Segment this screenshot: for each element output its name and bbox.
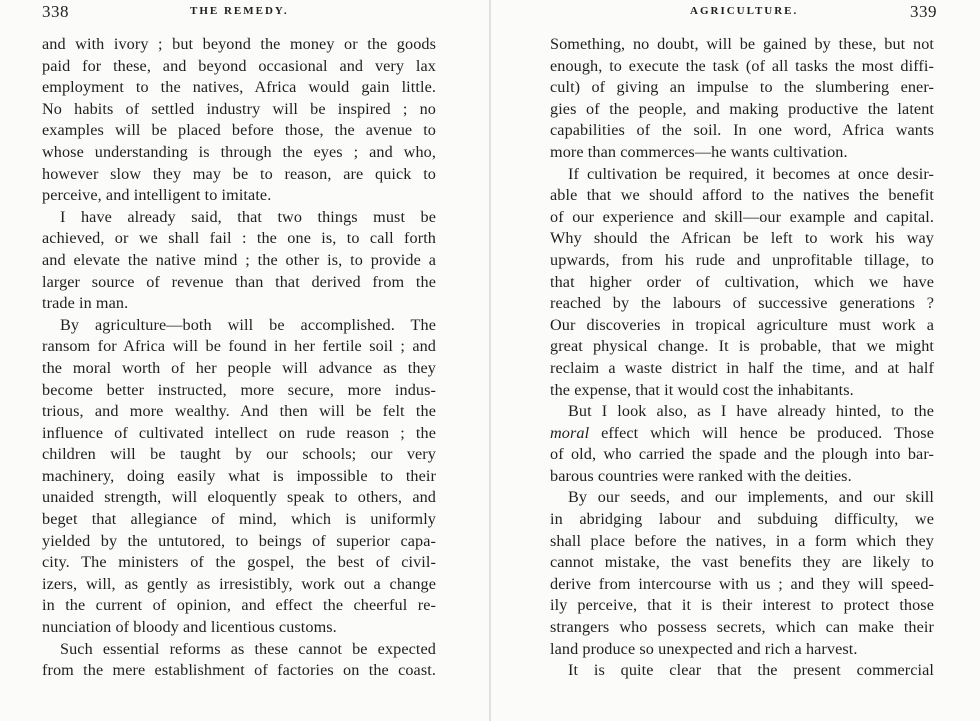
- text-line: cannot mistake, the vast benefits they are likely to: [550, 553, 934, 572]
- italic-word: moral: [550, 423, 590, 442]
- text-line: beget that allegiance of mind, which is uniformly: [42, 510, 436, 529]
- text-line: Our discoveries in tropical agriculture must work a: [550, 315, 934, 334]
- running-head-right: AGRICULTURE.: [690, 5, 799, 17]
- right-page: [490, 0, 980, 721]
- text-line: If cultivation be required, it becomes at once desir-: [568, 164, 934, 183]
- text-line: Why should the African be left to work his way: [550, 229, 934, 248]
- text-line: But I look also, as I have already hinted, to the: [568, 402, 934, 421]
- text-line: whose understanding is through the eyes ; and who,: [42, 142, 436, 161]
- text-line: trade in man.: [42, 294, 129, 313]
- text-line: ransom for Africa will be found in her fertile soil ; and: [42, 337, 436, 356]
- text-line: and elevate the native mind ; the other is, to provide a: [42, 250, 436, 269]
- text-line: of our experience and skill—our example and capital.: [550, 207, 934, 226]
- running-head-left: THE REMEDY.: [190, 5, 289, 17]
- left-page-body: [42, 34, 436, 682]
- text-line: larger source of revenue than that derived from the: [42, 272, 436, 291]
- text-line: strangers who possess secrets, which can make their: [550, 618, 934, 637]
- page-number-left: 338: [42, 2, 69, 21]
- text-line: cult) of giving an impulse to the slumbering ener-: [550, 78, 934, 97]
- text-line: unaided strength, will eloquently speak to others, and: [42, 488, 436, 507]
- text-line: perceive, and intelligent to imitate.: [42, 186, 272, 205]
- text-line: from the mere establishment of factories on the coast.: [42, 661, 436, 680]
- text-line: the moral worth of her people will advance as they: [42, 358, 436, 377]
- text-line: By our seeds, and our implements, and our skill: [568, 488, 934, 507]
- page-number-right: 339: [910, 2, 937, 21]
- text-line: Such essential reforms as these cannot be expected: [60, 639, 436, 658]
- right-page-body: [550, 34, 934, 682]
- text-line: children will be taught by our schools; our very: [42, 445, 436, 464]
- text-line: capabilities of the soil. In one word, Africa wants: [550, 121, 934, 140]
- text-line: It is quite clear that the present commercial: [568, 661, 934, 680]
- text-line: employment to the natives, Africa would gain little.: [42, 78, 436, 97]
- text-line: izers, will, as gently as irresistibly, work out a change: [42, 574, 436, 593]
- text-line: machinery, doing easily what is impossible to their: [42, 466, 436, 485]
- text-line: I have already said, that two things must be: [60, 207, 436, 226]
- text-line: and with ivory ; but beyond the money or the goods: [42, 35, 436, 53]
- text-line: however slow they may be to reason, are quick to: [42, 164, 436, 183]
- text-line: nunciation of bloody and licentious customs.: [42, 618, 337, 637]
- text-line: ily perceive, that it is their interest to protect those: [550, 596, 934, 615]
- text-line: No habits of settled industry will be inspired ; no: [42, 99, 436, 118]
- text-line: shall place before the natives, in a form which they: [550, 531, 934, 550]
- text-line: reclaim a waste district in half the time, and at half: [550, 358, 934, 377]
- text-line: barous countries were ranked with the deities.: [550, 466, 852, 485]
- text-line: become better instructed, more secure, more indus-: [42, 380, 436, 399]
- text-line: in the current of opinion, and effect the cheerful re-: [42, 596, 436, 615]
- text-line: land produce so unexpected and rich a harvest.: [550, 639, 858, 658]
- text-line: the expense, that it would cost the inhabitants.: [550, 380, 854, 399]
- text-line: derive from intercourse with us ; and they will speed-: [550, 574, 934, 593]
- text-line: Something, no doubt, will be gained by these, but not: [550, 35, 934, 53]
- text-line: upwards, from his rude and unprofitable tillage, to: [550, 250, 934, 269]
- text-line: enough, to execute the task (of all tasks the most diffi-: [550, 56, 934, 75]
- text-line: of old, who carried the spade and the plough into bar-: [550, 445, 934, 464]
- text-line: more than commerces—he wants cultivation.: [550, 142, 848, 161]
- text-line: influence of cultivated intellect on rude reason ; the: [42, 423, 436, 442]
- text-line: [550, 423, 934, 445]
- text-line: able that we should afford to the natives the benefit: [550, 186, 934, 205]
- text-line: trious, and more wealthy. And then will be felt the: [42, 402, 436, 421]
- text-line: paid for these, and beyond occasional and very lax: [42, 56, 436, 75]
- text-line: reached by the labours of successive generations ?: [550, 294, 934, 313]
- text-line: gies of the people, and making productive the latent: [550, 99, 934, 118]
- text-line: great physical change. It is probable, that we might: [550, 337, 934, 356]
- text-line: yielded by the untutored, to beings of superior capa-: [42, 531, 436, 550]
- text-line: examples will be placed before those, the avenue to: [42, 121, 436, 140]
- text-line: By agriculture—both will be accomplished. The: [60, 315, 436, 334]
- text-line: achieved, or we shall fail : the one is, to call forth: [42, 229, 436, 248]
- text-line: city. The ministers of the gospel, the best of civil-: [42, 553, 436, 572]
- text-line: in abridging labour and subduing difficulty, we: [550, 510, 934, 529]
- line-rest: effect which will hence be produced. Those: [589, 423, 934, 442]
- text-line: that higher order of cultivation, which we have: [550, 272, 934, 291]
